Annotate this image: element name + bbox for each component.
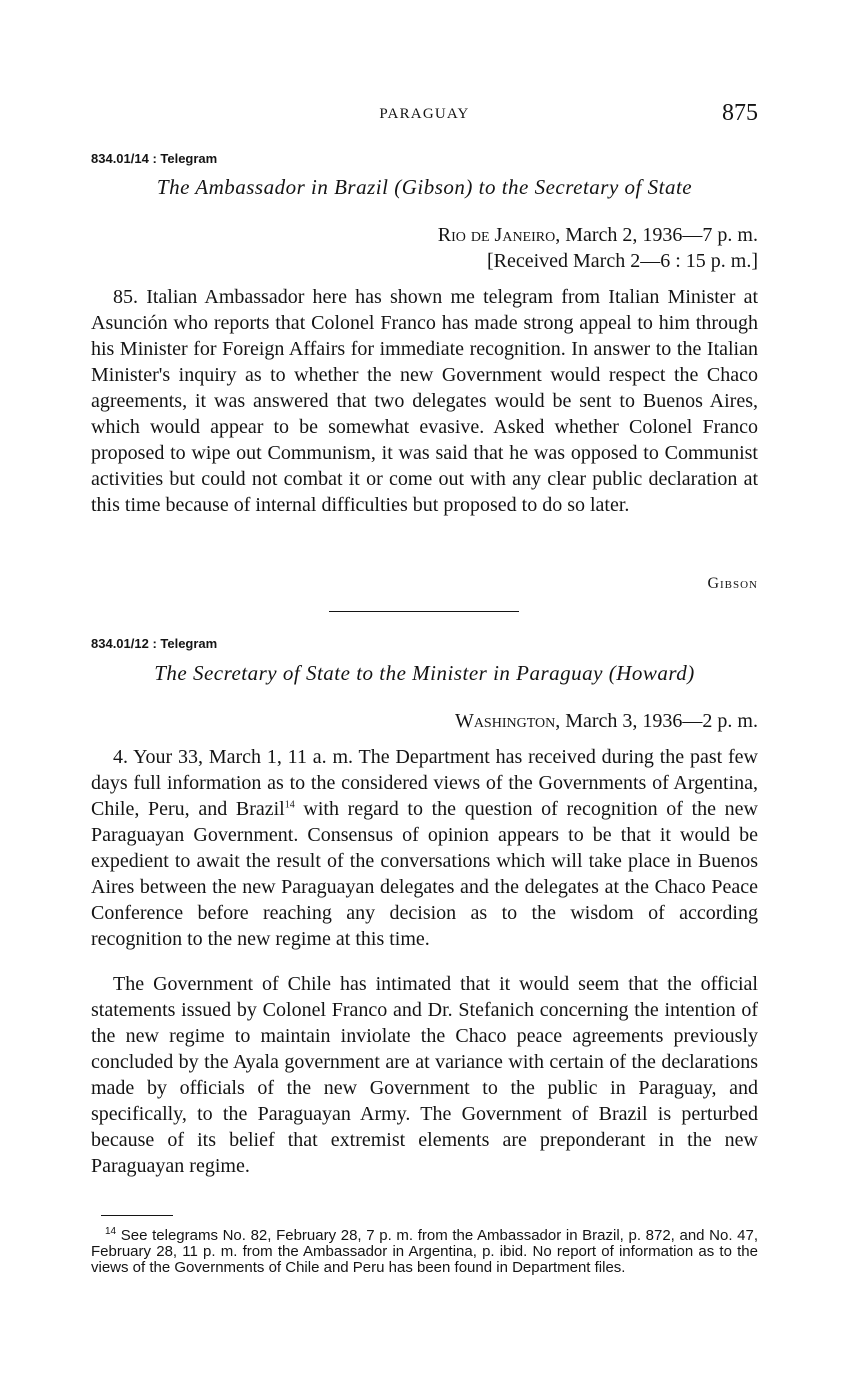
dateline-place-2: Washington	[454, 710, 556, 732]
document-heading-2: The Secretary of State to the Minister in Paraguay (Howard)	[154, 661, 695, 685]
document-heading-1: The Ambassador in Brazil (Gibson) to the Secretary of State	[156, 175, 693, 199]
file-reference-2: 834.01/12 : Telegram	[91, 636, 218, 651]
footnote-reference-marker: 14	[284, 799, 295, 811]
signature: Gibson	[707, 575, 758, 592]
footnote-marker: 14	[105, 1226, 117, 1237]
telegram-body-2-paragraph-2: The Government of Chile has intimated that it would seem that the official statements issued by Colonel Franco and Dr. Stefanich concerning the intention of the new regime to maintain inviolate the Chaco peace agreements previously concluded by the Ayala government are at variance with certain of the declarations made by officials of the new Government to the public in Paraguay, and specifically, to the Paraguayan Army. The Government of Brazil is perturbed because of its belief that extremist elements are preponderant in the new Paraguayan regime.	[91, 973, 758, 1177]
received-line-1: [Received March 2—6 : 15 p. m.]	[486, 250, 758, 272]
dateline-place-1: Rio de Janeiro	[437, 224, 556, 246]
footnote-rule	[101, 1215, 173, 1216]
dateline-1	[438, 222, 758, 248]
file-reference-1: 834.01/14 : Telegram	[91, 151, 218, 166]
telegram-body-2-paragraph-1	[91, 744, 758, 952]
dateline-2	[455, 708, 758, 734]
dateline-date-1: , March 2, 1936—7 p. m.	[555, 224, 758, 246]
page-number: 875	[722, 100, 758, 126]
footnote	[91, 1228, 758, 1276]
paragraph-1-text-start: 4. Your 33, March 1, 11 a. m. The Department has received during the past few days full information as to the considered views of the Governments of Argentina, Chile, Peru, and Brazil	[91, 746, 758, 820]
dateline-date-2: , March 3, 1936—2 p. m.	[555, 710, 758, 732]
footnote-text: See telegrams No. 82, February 28, 7 p. m. from the Ambassador in Brazil, p. 872, and No. 47, February 28, 11 p. m. from the Ambassador in Argentina, p. ibid. No report of information as to the views of the Governments of Chile and Peru has been found in Department files.	[91, 1227, 758, 1276]
paragraph-1-text-end: with regard to the question of recognition of the new Paraguayan Government. Consensus of opinion appears to be that it would be expedient to await the result of the conversations which will take place in Buenos Aires between the new Paraguayan delegates and the delegates at the Chaco Peace Conference before reaching any decision as to the wisdom of according recognition to the new regime at this time.	[91, 798, 758, 950]
document-page	[91, 0, 758, 1380]
section-divider	[329, 611, 519, 612]
telegram-body-1: 85. Italian Ambassador here has shown me telegram from Italian Minister at Asunción who reports that Colonel Franco has made strong appeal to him through his Minister for Foreign Affairs for immediate recognition. In answer to the Italian Minister's inquiry as to whether the new Government would respect the Chaco agreements, it was answered that two delegates would be sent to Buenos Aires, which would appear to be somewhat evasive. Asked whether Colonel Franco proposed to wipe out Communism, it was said that he was opposed to Communist activities but could not combat it or come out with any clear public declaration at this time because of internal difficulties but proposed to do so later.	[91, 286, 758, 516]
running-title: PARAGUAY	[379, 106, 470, 122]
running-header	[91, 100, 758, 134]
